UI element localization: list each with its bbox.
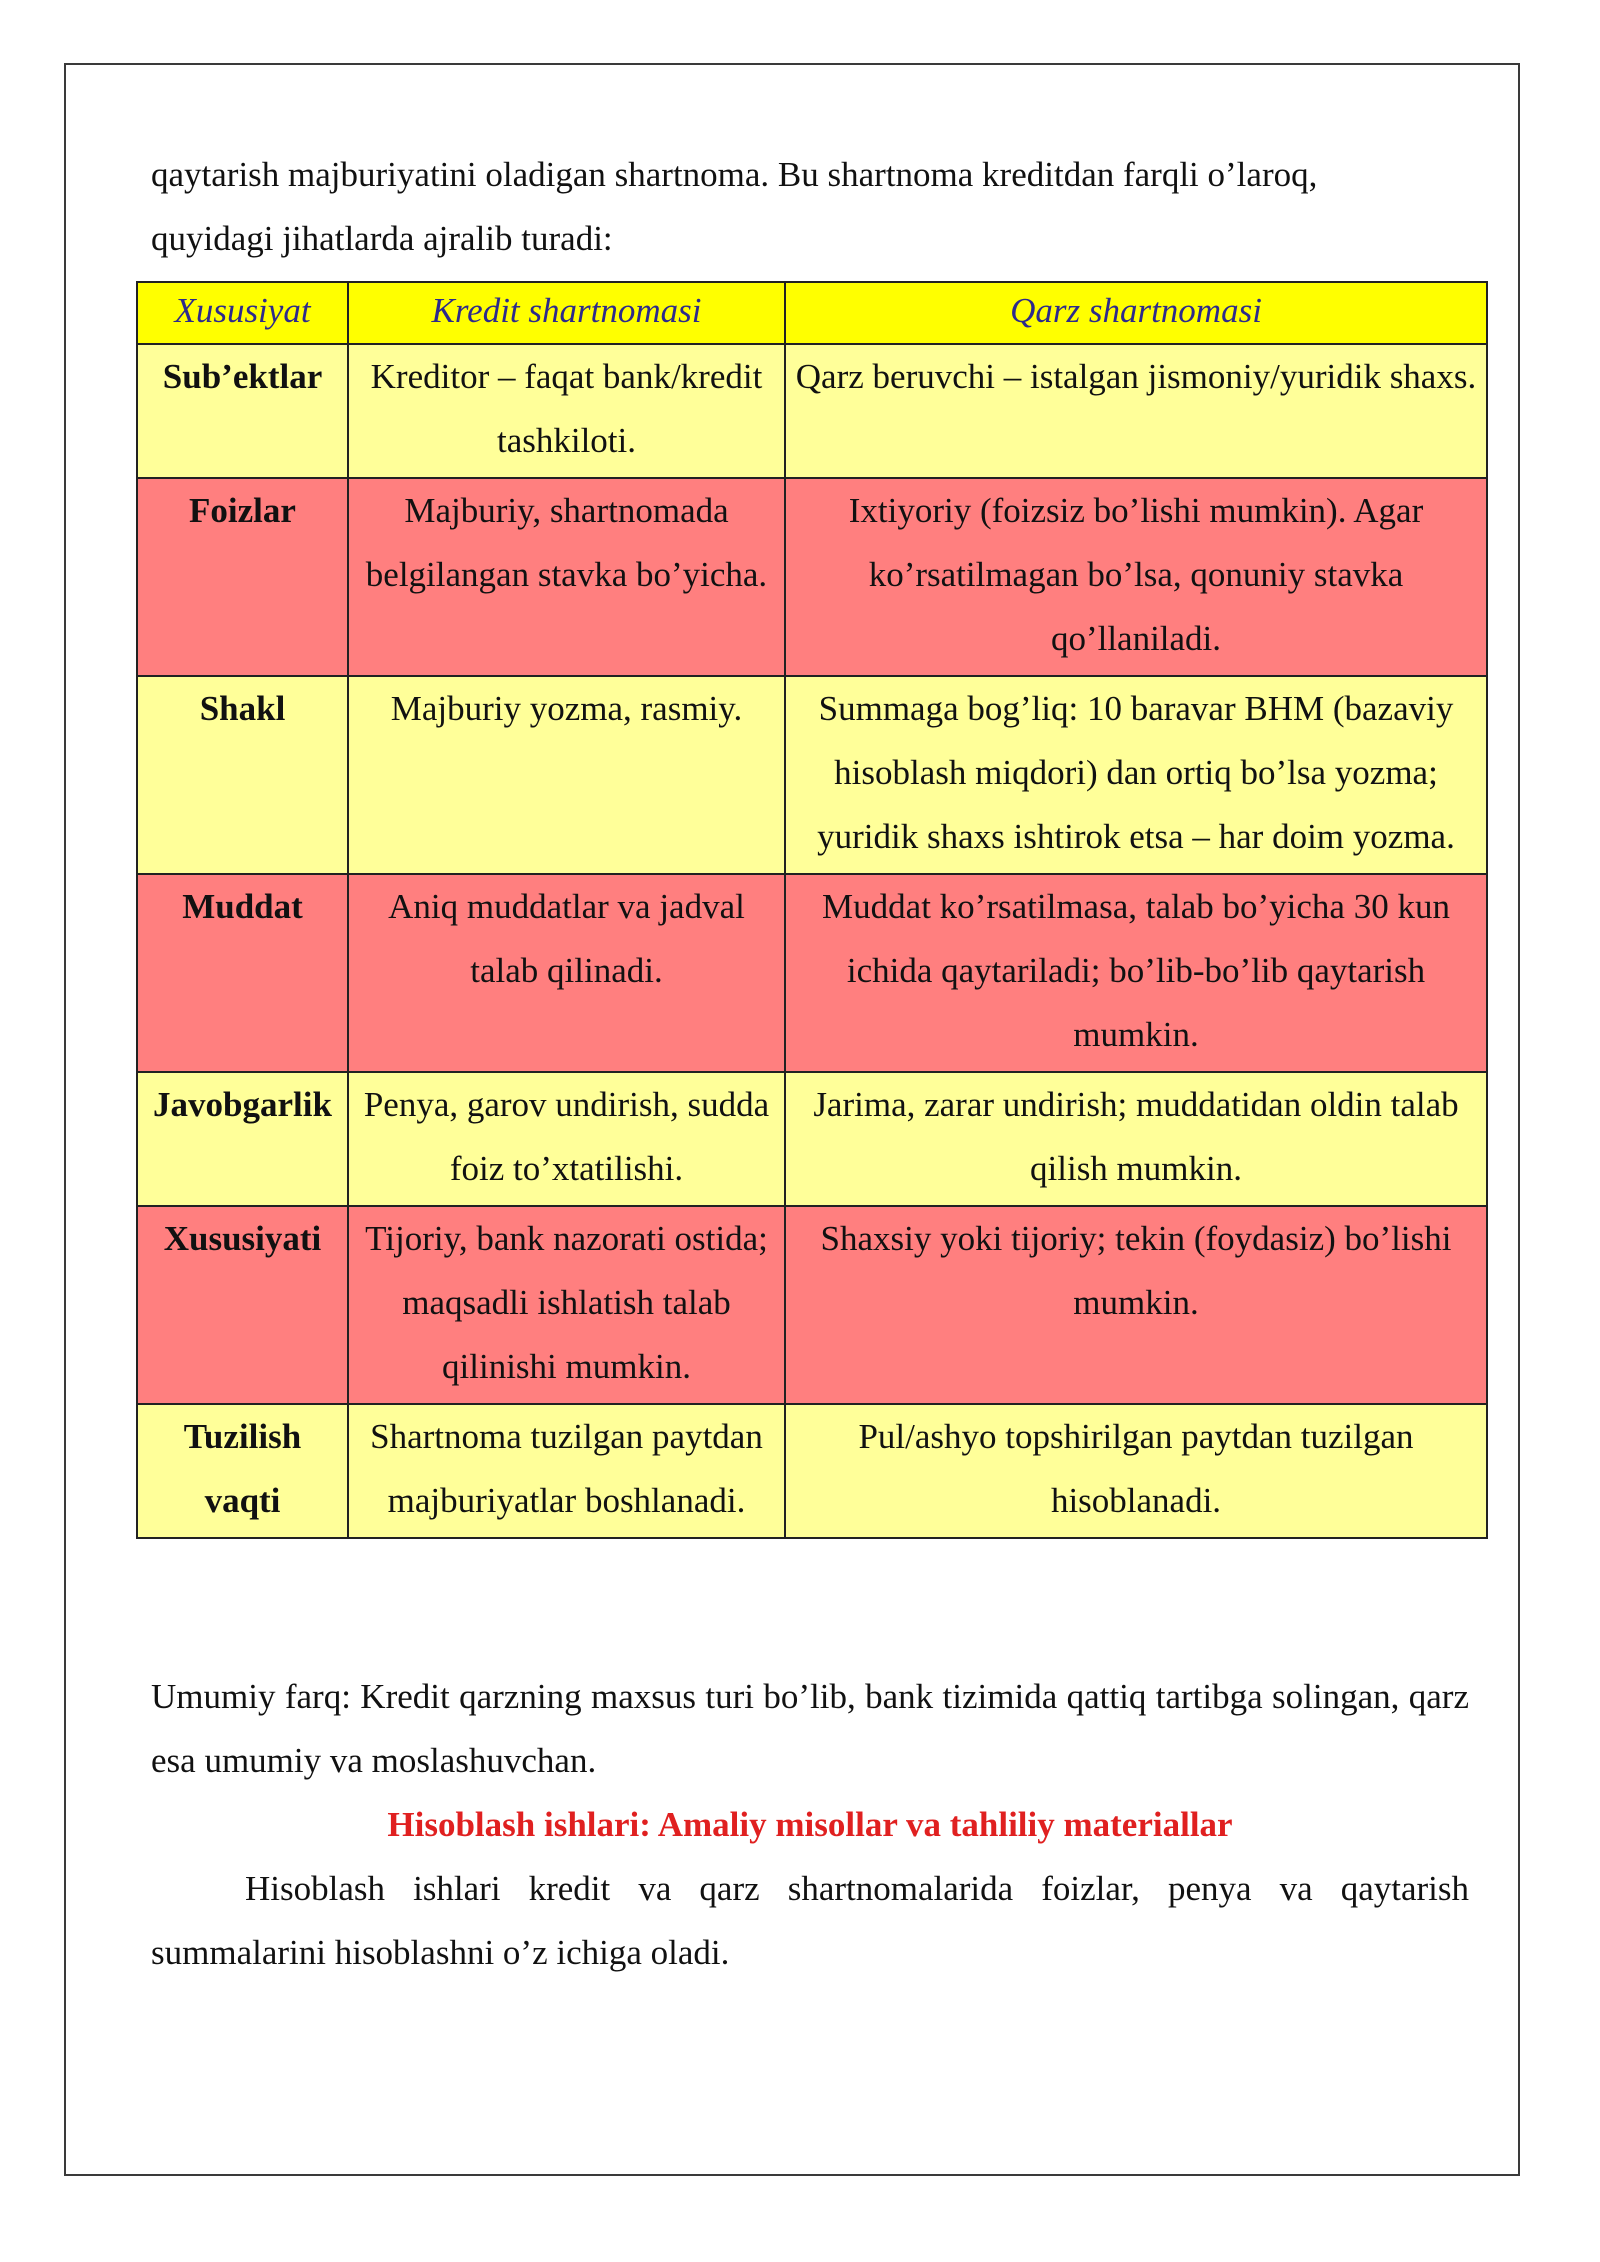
section-paragraph: Hisoblash ishlari kredit va qarz shartnomalarida foizlar, penya va qaytarish summalarini hisoblashni o’z ichiga oladi.: [151, 1869, 1469, 1972]
row-label: Xususiyati: [137, 1206, 348, 1404]
table-row: [137, 478, 1487, 676]
table-row: [137, 344, 1487, 478]
summary-paragraph: Umumiy farq: Kredit qarzning maxsus turi bo’lib, bank tizimida qattiq tartibga solingan, qarz esa umumiy va moslashuvchan.: [151, 1677, 1469, 1780]
qarz-cell: Summaga bog’liq: 10 baravar BHM (bazaviy hisoblash miqdori) dan ortiq bo’lsa yozma; yuridik shaxs ishtirok etsa – har doim yozma.: [785, 676, 1487, 874]
qarz-cell: Qarz beruvchi – istalgan jismoniy/yuridik shaxs.: [785, 344, 1487, 478]
kredit-cell: Kreditor – faqat bank/kredit tashkiloti.: [348, 344, 785, 478]
intro-paragraph: [151, 143, 1469, 271]
qarz-cell: Muddat ko’rsatilmasa, talab bo’yicha 30 kun ichida qaytariladi; bo’lib-bo’lib qaytarish mumkin.: [785, 874, 1487, 1072]
header-qarz-shartnomasi: Qarz shartnomasi: [785, 282, 1487, 344]
qarz-cell: Shaxsiy yoki tijoriy; tekin (foydasiz) bo’lishi mumkin.: [785, 1206, 1487, 1404]
table-row: [137, 1206, 1487, 1404]
row-label: Foizlar: [137, 478, 348, 676]
qarz-cell: Pul/ashyo topshirilgan paytdan tuzilgan hisoblanadi.: [785, 1404, 1487, 1538]
kredit-cell: Penya, garov undirish, sudda foiz to’xtatilishi.: [348, 1072, 785, 1206]
kredit-cell: Majburiy, shartnomada belgilangan stavka bo’yicha.: [348, 478, 785, 676]
qarz-cell: Ixtiyoriy (foizsiz bo’lishi mumkin). Agar ko’rsatilmagan bo’lsa, qonuniy stavka qo’llaniladi.: [785, 478, 1487, 676]
bottom-section: [151, 1665, 1469, 1985]
header-xususiyat: Xususiyat: [137, 282, 348, 344]
row-label: Shakl: [137, 676, 348, 874]
row-label: Sub’ektlar: [137, 344, 348, 478]
header-kredit-shartnomasi: Kredit shartnomasi: [348, 282, 785, 344]
section-heading: Hisoblash ishlari: Amaliy misollar va tahliliy materiallar: [387, 1805, 1233, 1844]
qarz-cell: Jarima, zarar undirish; muddatidan oldin talab qilish mumkin.: [785, 1072, 1487, 1206]
kredit-cell: Majburiy yozma, rasmiy.: [348, 676, 785, 874]
kredit-cell: Shartnoma tuzilgan paytdan majburiyatlar boshlanadi.: [348, 1404, 785, 1538]
kredit-cell: Aniq muddatlar va jadval talab qilinadi.: [348, 874, 785, 1072]
intro-line-1: qaytarish majburiyatini oladigan shartnoma. Bu shartnoma kreditdan farqli o’laroq,: [151, 155, 1318, 194]
row-label: Javobgarlik: [137, 1072, 348, 1206]
kredit-cell: Tijoriy, bank nazorati ostida; maqsadli ishlatish talab qilinishi mumkin.: [348, 1206, 785, 1404]
row-label: Tuzilish vaqti: [137, 1404, 348, 1538]
table-row: [137, 1072, 1487, 1206]
table-header-row: [137, 282, 1487, 344]
table-row: [137, 676, 1487, 874]
row-label: Muddat: [137, 874, 348, 1072]
comparison-table: [136, 281, 1486, 1539]
table-row: [137, 1404, 1487, 1538]
intro-line-2: quyidagi jihatlarda ajralib turadi:: [151, 219, 613, 258]
table-row: [137, 874, 1487, 1072]
